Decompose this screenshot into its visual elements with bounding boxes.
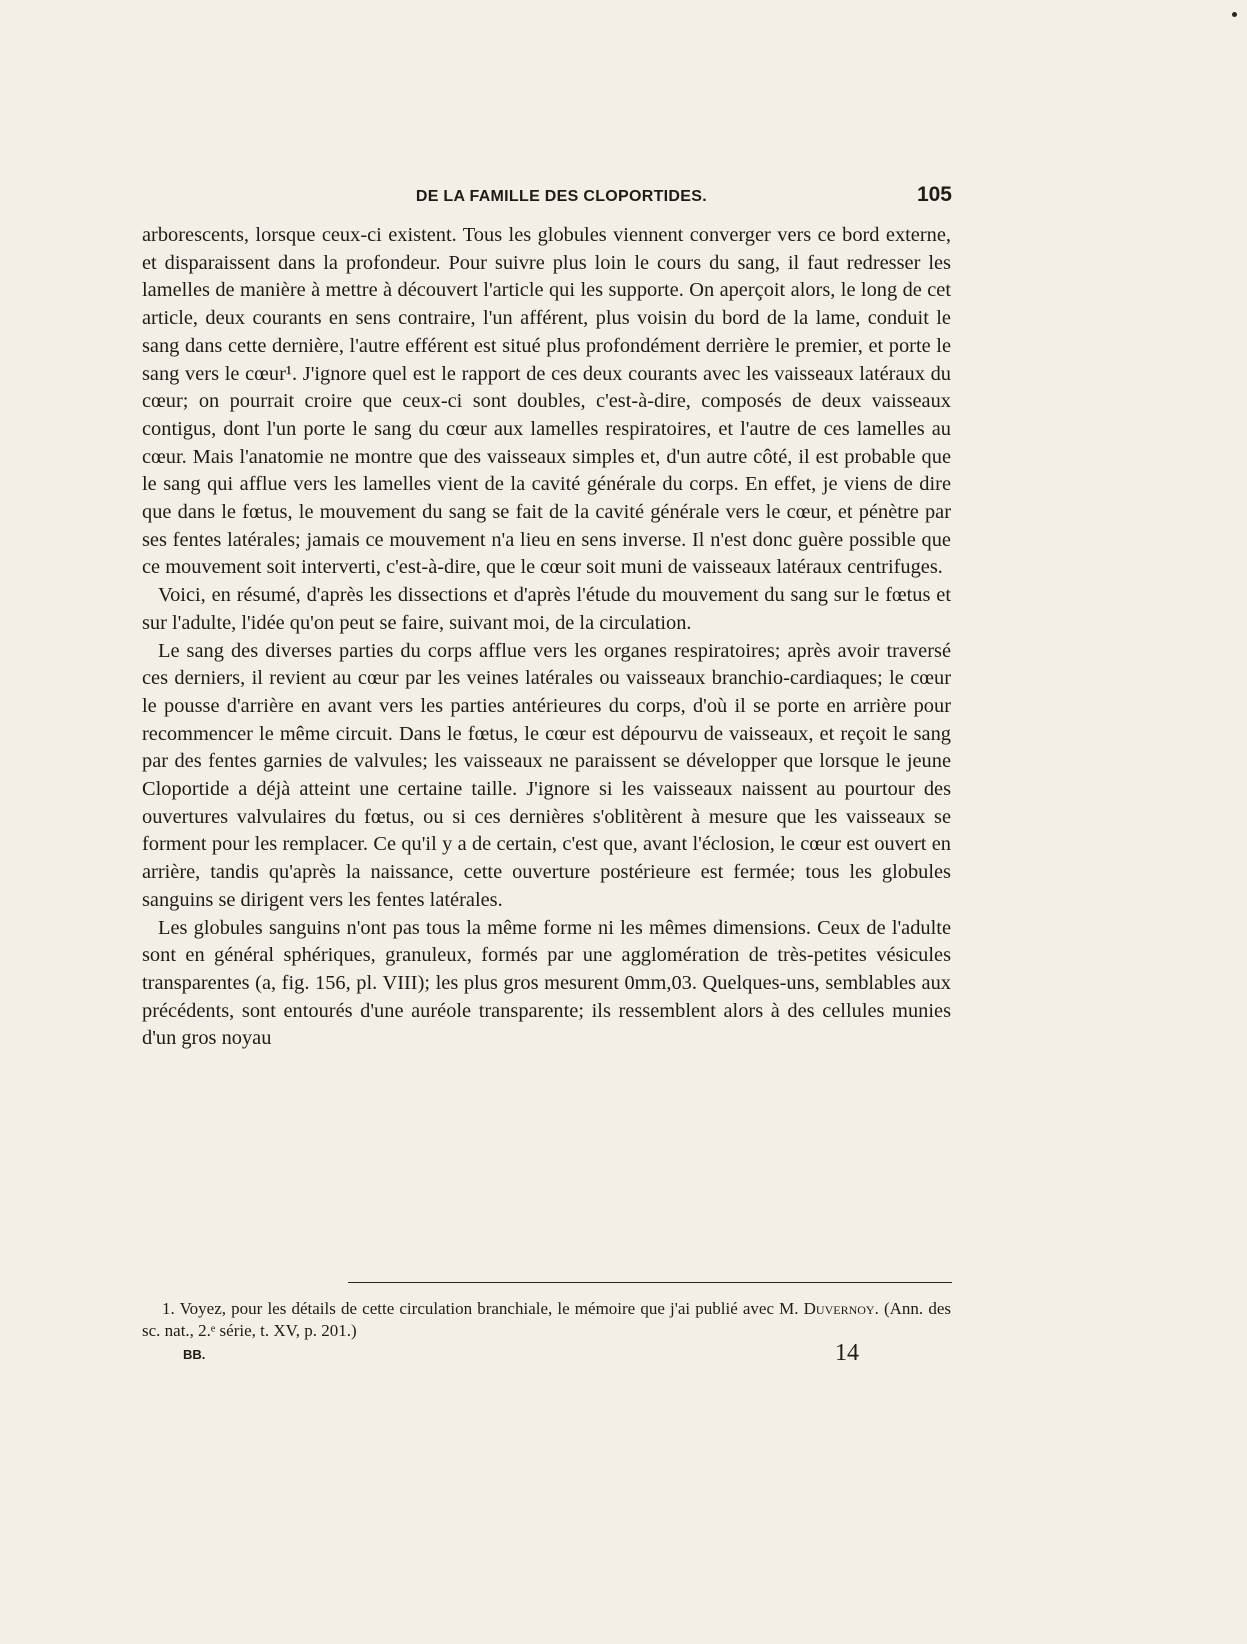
sheet-number: 14 — [835, 1340, 859, 1366]
paragraph: Voici, en résumé, d'après les dissections et d'après l'étude du mouvement du sang sur le fœtus et sur l'adulte, l'idée qu'on peut se faire, suivant moi, de la circulation. — [142, 584, 951, 634]
footnote-text-before: 1. Voyez, pour les détails de cette circulation branchiale, le mémoire que j'ai publié avec M. — [162, 1299, 804, 1318]
printer-signature: BB. — [183, 1347, 206, 1362]
paragraph: Les globules sanguins n'ont pas tous la même forme ni les mêmes dimensions. Ceux de l'adulte sont en général sphériques, granuleux, formés par une agglomération de très-petites vésicules transparentes (a, fig. 156, pl. VIII); les plus gros mesurent 0mm,03. Quelques-uns, semblables aux précédents, sont entourés d'une auréole transparente; ils ressemblent alors à des cellules munies d'un gros noyau — [142, 916, 951, 1050]
footnote-divider — [348, 1282, 952, 1283]
paragraph: Le sang des diverses parties du corps afflue vers les organes respiratoires; après avoir traversé ces derniers, il revient au cœur par les veines latérales ou vaisseaux branchio-cardiaques; le cœur le pousse d'arrière en avant vers les parties antérieures du corps, d'où il se porte en arrière pour recommencer le même circuit. Dans le fœtus, le cœur est dépourvu de vaisseaux, et reçoit le sang par des fentes garnies de valvules; les vaisseaux ne paraissent se développer que lorsque le jeune Cloportide a déjà atteint une certaine taille. J'ignore si les vaisseaux naissent au pourtour des ouvertures valvulaires du fœtus, ou si ces dernières s'oblitèrent à mesure que les vaisseaux se forment pour les remplacer. Ce qu'il y a de certain, c'est que, avant l'éclosion, le cœur est ouvert en arrière, tandis qu'après la naissance, cette ouverture postérieure est fermée; tous les globules sanguins se dirigent vers les fentes latérales. — [142, 639, 951, 911]
footnote-author: Duvernoy — [803, 1299, 875, 1318]
footnote — [142, 1298, 951, 1342]
page-number: 105 — [916, 183, 952, 206]
body-text — [142, 222, 951, 1053]
paragraph: arborescents, lorsque ceux-ci existent. Tous les globules viennent converger vers ce bord externe, et disparaissent dans la profondeur. Pour suivre plus loin le cours du sang, il faut redresser les lamelles de manière à mettre à découvert l'article qui les supporte. On aperçoit alors, le long de cet article, deux courants en sens contraire, l'un afférent, plus voisin du bord de la lame, conduit le sang dans cette dernière, l'autre efférent est situé plus profondément derrière le premier, et porte le sang vers le cœur¹. J'ignore quel est le rapport de ces deux courants avec les vaisseaux latéraux du cœur; on pourrait croire que ceux-ci sont doubles, c'est-à-dire, composés de deux vaisseaux contigus, dont l'un porte le sang du cœur aux lamelles respiratoires, et l'autre de ces lamelles au cœur. Mais l'anatomie ne montre que des vaisseaux simples et, d'un autre côté, il est probable que le sang qui afflue vers les lamelles vient de la cavité générale du corps. En effet, je viens de dire que dans le fœtus, le mouvement du sang se fait de la cavité générale vers le cœur, et pénètre par ses fentes latérales; jamais ce mouvement n'a lieu en sens inverse. Il n'est donc guère possible que ce mouvement soit interverti, c'est-à-dire, que le cœur soit muni de vaisseaux latéraux centrifuges. — [142, 224, 951, 579]
page-header — [140, 183, 952, 213]
margin-mark — [1232, 12, 1237, 17]
footnote-text-after: . (Ann. des sc. nat., 2.ᵉ série, t. XV, p. 201.) — [142, 1299, 951, 1340]
running-title: DE LA FAMILLE DES CLOPORTIDES. — [415, 188, 707, 205]
